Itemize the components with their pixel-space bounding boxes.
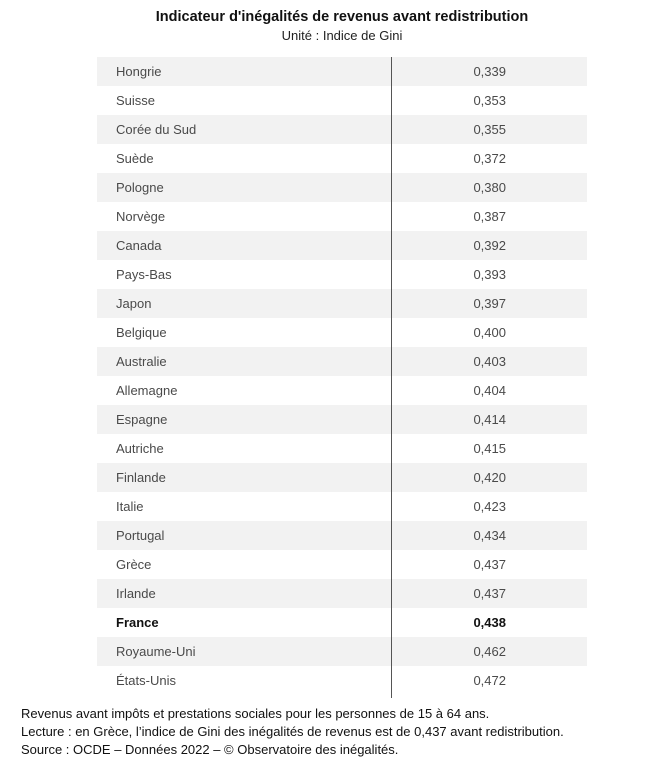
table-subtitle: Unité : Indice de Gini bbox=[281, 28, 403, 43]
footer-scope-note: Revenus avant impôts et prestations sociales pour les personnes de 15 à 64 ans. bbox=[21, 706, 490, 721]
gini-value: 0,392 bbox=[473, 238, 506, 253]
gini-value: 0,438 bbox=[473, 615, 506, 630]
gini-value: 0,404 bbox=[473, 383, 506, 398]
footer-source-note: Source : OCDE – Données 2022 – © Observatoire des inégalités. bbox=[21, 742, 399, 757]
gini-value: 0,339 bbox=[473, 64, 506, 79]
footer-reading-note: Lecture : en Grèce, l’indice de Gini des inégalités de revenus est de 0,437 avant redistribution. bbox=[21, 724, 564, 739]
gini-value: 0,397 bbox=[473, 296, 506, 311]
table-row bbox=[97, 608, 587, 637]
gini-value: 0,355 bbox=[473, 122, 506, 137]
table-row bbox=[97, 347, 587, 376]
table-row bbox=[97, 434, 587, 463]
country-name: Japon bbox=[116, 296, 152, 311]
gini-value: 0,393 bbox=[473, 267, 506, 282]
table-row bbox=[97, 492, 587, 521]
country-name: Corée du Sud bbox=[116, 122, 197, 137]
table-row bbox=[97, 376, 587, 405]
country-name: Irlande bbox=[116, 586, 156, 601]
gini-value: 0,414 bbox=[473, 412, 506, 427]
country-name: Autriche bbox=[116, 441, 164, 456]
country-name: Pays-Bas bbox=[116, 267, 172, 282]
gini-value: 0,380 bbox=[473, 180, 506, 195]
country-name: Suisse bbox=[116, 93, 156, 108]
table-row bbox=[97, 86, 587, 115]
gini-value: 0,420 bbox=[473, 470, 506, 485]
table-row bbox=[97, 318, 587, 347]
gini-value: 0,472 bbox=[473, 673, 506, 688]
table-row bbox=[97, 666, 587, 695]
table-row bbox=[97, 260, 587, 289]
gini-value: 0,434 bbox=[473, 528, 506, 543]
country-name: Belgique bbox=[116, 325, 167, 340]
table-row bbox=[97, 57, 587, 86]
country-name: Pologne bbox=[116, 180, 164, 195]
footer-notes bbox=[21, 705, 661, 759]
table-row bbox=[97, 463, 587, 492]
country-name: Espagne bbox=[116, 412, 168, 427]
country-name: Suède bbox=[116, 151, 154, 166]
country-name: Royaume-Uni bbox=[116, 644, 196, 659]
gini-value: 0,353 bbox=[473, 93, 506, 108]
country-name: Italie bbox=[116, 499, 144, 514]
column-divider bbox=[391, 57, 392, 698]
country-name: France bbox=[116, 615, 159, 630]
gini-value: 0,423 bbox=[473, 499, 506, 514]
gini-value: 0,437 bbox=[473, 557, 506, 572]
table-row bbox=[97, 115, 587, 144]
table-row bbox=[97, 579, 587, 608]
table-row bbox=[97, 202, 587, 231]
gini-value: 0,437 bbox=[473, 586, 506, 601]
gini-value: 0,372 bbox=[473, 151, 506, 166]
table-row bbox=[97, 289, 587, 318]
gini-value: 0,387 bbox=[473, 209, 506, 224]
gini-value: 0,415 bbox=[473, 441, 506, 456]
gini-value: 0,403 bbox=[473, 354, 506, 369]
table-title: Indicateur d'inégalités de revenus avant redistribution bbox=[155, 9, 529, 25]
country-name: Portugal bbox=[116, 528, 165, 543]
country-name: Hongrie bbox=[116, 64, 162, 79]
table-row bbox=[97, 637, 587, 666]
table-row bbox=[97, 405, 587, 434]
table-row bbox=[97, 521, 587, 550]
country-name: États-Unis bbox=[116, 673, 176, 688]
table-row bbox=[97, 550, 587, 579]
table-row bbox=[97, 231, 587, 260]
table-row bbox=[97, 173, 587, 202]
country-name: Canada bbox=[116, 238, 162, 253]
country-name: Finlande bbox=[116, 470, 166, 485]
country-name: Australie bbox=[116, 354, 167, 369]
country-name: Norvège bbox=[116, 209, 166, 224]
country-name: Grèce bbox=[116, 557, 152, 572]
gini-table bbox=[97, 57, 587, 695]
gini-value: 0,462 bbox=[473, 644, 506, 659]
gini-value: 0,400 bbox=[473, 325, 506, 340]
table-row bbox=[97, 144, 587, 173]
country-name: Allemagne bbox=[116, 383, 178, 398]
